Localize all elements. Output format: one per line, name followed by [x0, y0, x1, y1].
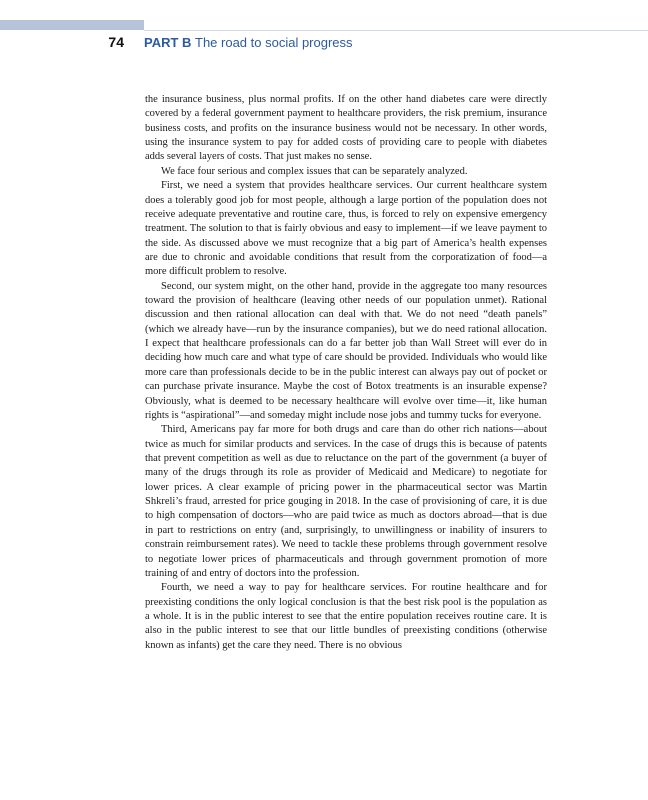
paragraph-fourth-issue: Fourth, we need a way to pay for healthcare services. For routine healthcare and for preexisting conditions the only logical conclusion is that the best risk pool is the population as a whole. It is in the public interest to see that the entire population receives routine care. It is also in the public interest to see that our little bundles of preexisting conditions (otherwise known as infants) get the care they need. There is no obvious	[145, 582, 547, 651]
header-rule	[144, 30, 648, 31]
part-title: The road to social progress	[195, 35, 353, 50]
header-accent-bar	[0, 20, 144, 30]
paragraph-second-issue: Second, our system might, on the other hand, provide in the aggregate too many resources toward the provision of healthcare (leaving other needs of our population unmet). Rational discussion and then rational allocation can deal with that. We do not need “death panels” (which we already have—run by the insurance companies), but we do need rational allocation. I expect that healthcare professionals can do a far better job than Wall Street will ever do in deciding how much care and what type of care should be provided. Individuals who would like more care than professionals decide to be in the public interest can always pay out of pocket or can purchase private insurance. Maybe the cost of Botox treatments is an insurable expense? Obviously, what is deemed to be necessary healthcare will evolve over time—it, like human rights is “aspirational”—and someday might include nose jobs and tummy tucks for everyone.	[145, 280, 547, 421]
paragraph-continued: the insurance business, plus normal profits. If on the other hand diabetes care were directly covered by a federal government payment to healthcare providers, the risk premium, insurance business costs, and profits on the insurance business would not be necessary. In other words, using the insurance system to pay for added costs of providing care to people with diabetes adds several layers of costs. That just makes no sense.	[145, 94, 547, 163]
body-text	[145, 93, 547, 653]
running-header	[0, 34, 648, 54]
page-number: 74	[108, 34, 124, 50]
paragraph-first-issue: First, we need a system that provides healthcare services. Our current healthcare system does a tolerably good job for most people, although a large portion of the population does not receive adequate preventative and routine care, thus, is forced to rely on expensive emergency treatment. The solution to that is fairly obvious and easy to implement—if we leave payment to the side. As discussed above we must recognize that a big part of America’s health expenses are due to chronic and avoidable conditions that result from the corporatization of food—a more difficult problem to resolve.	[145, 180, 547, 278]
paragraph-third-issue: Third, Americans pay far more for both drugs and care than do other rich nations—about twice as much for similar products and services. In the case of drugs this is because of patents that prevent competition as well as due to reluctance on the part of the government (a buyer of many of the drugs through its role as provider of Medicaid and Medicare) to negotiate for lower prices. A clear example of pricing power in the pharmaceutical sector was Martin Shkreli’s fraud, arrested for price gouging in 2018. In the case of provisioning of care, it is due to high compensation of doctors—who are paid twice as much as doctors abroad—that is due in part to restrictions on entry (and, surprisingly, to unwillingness or inability of insurers to constrain reimbursement rates). We need to tackle these problems through government resolve to negotiate lower prices of pharmaceuticals and through government promotion of more training of and entry of doctors into the profession.	[145, 424, 547, 579]
part-label: PART B	[144, 35, 192, 50]
paragraph-four-issues: We face four serious and complex issues that can be separately analyzed.	[161, 165, 468, 177]
